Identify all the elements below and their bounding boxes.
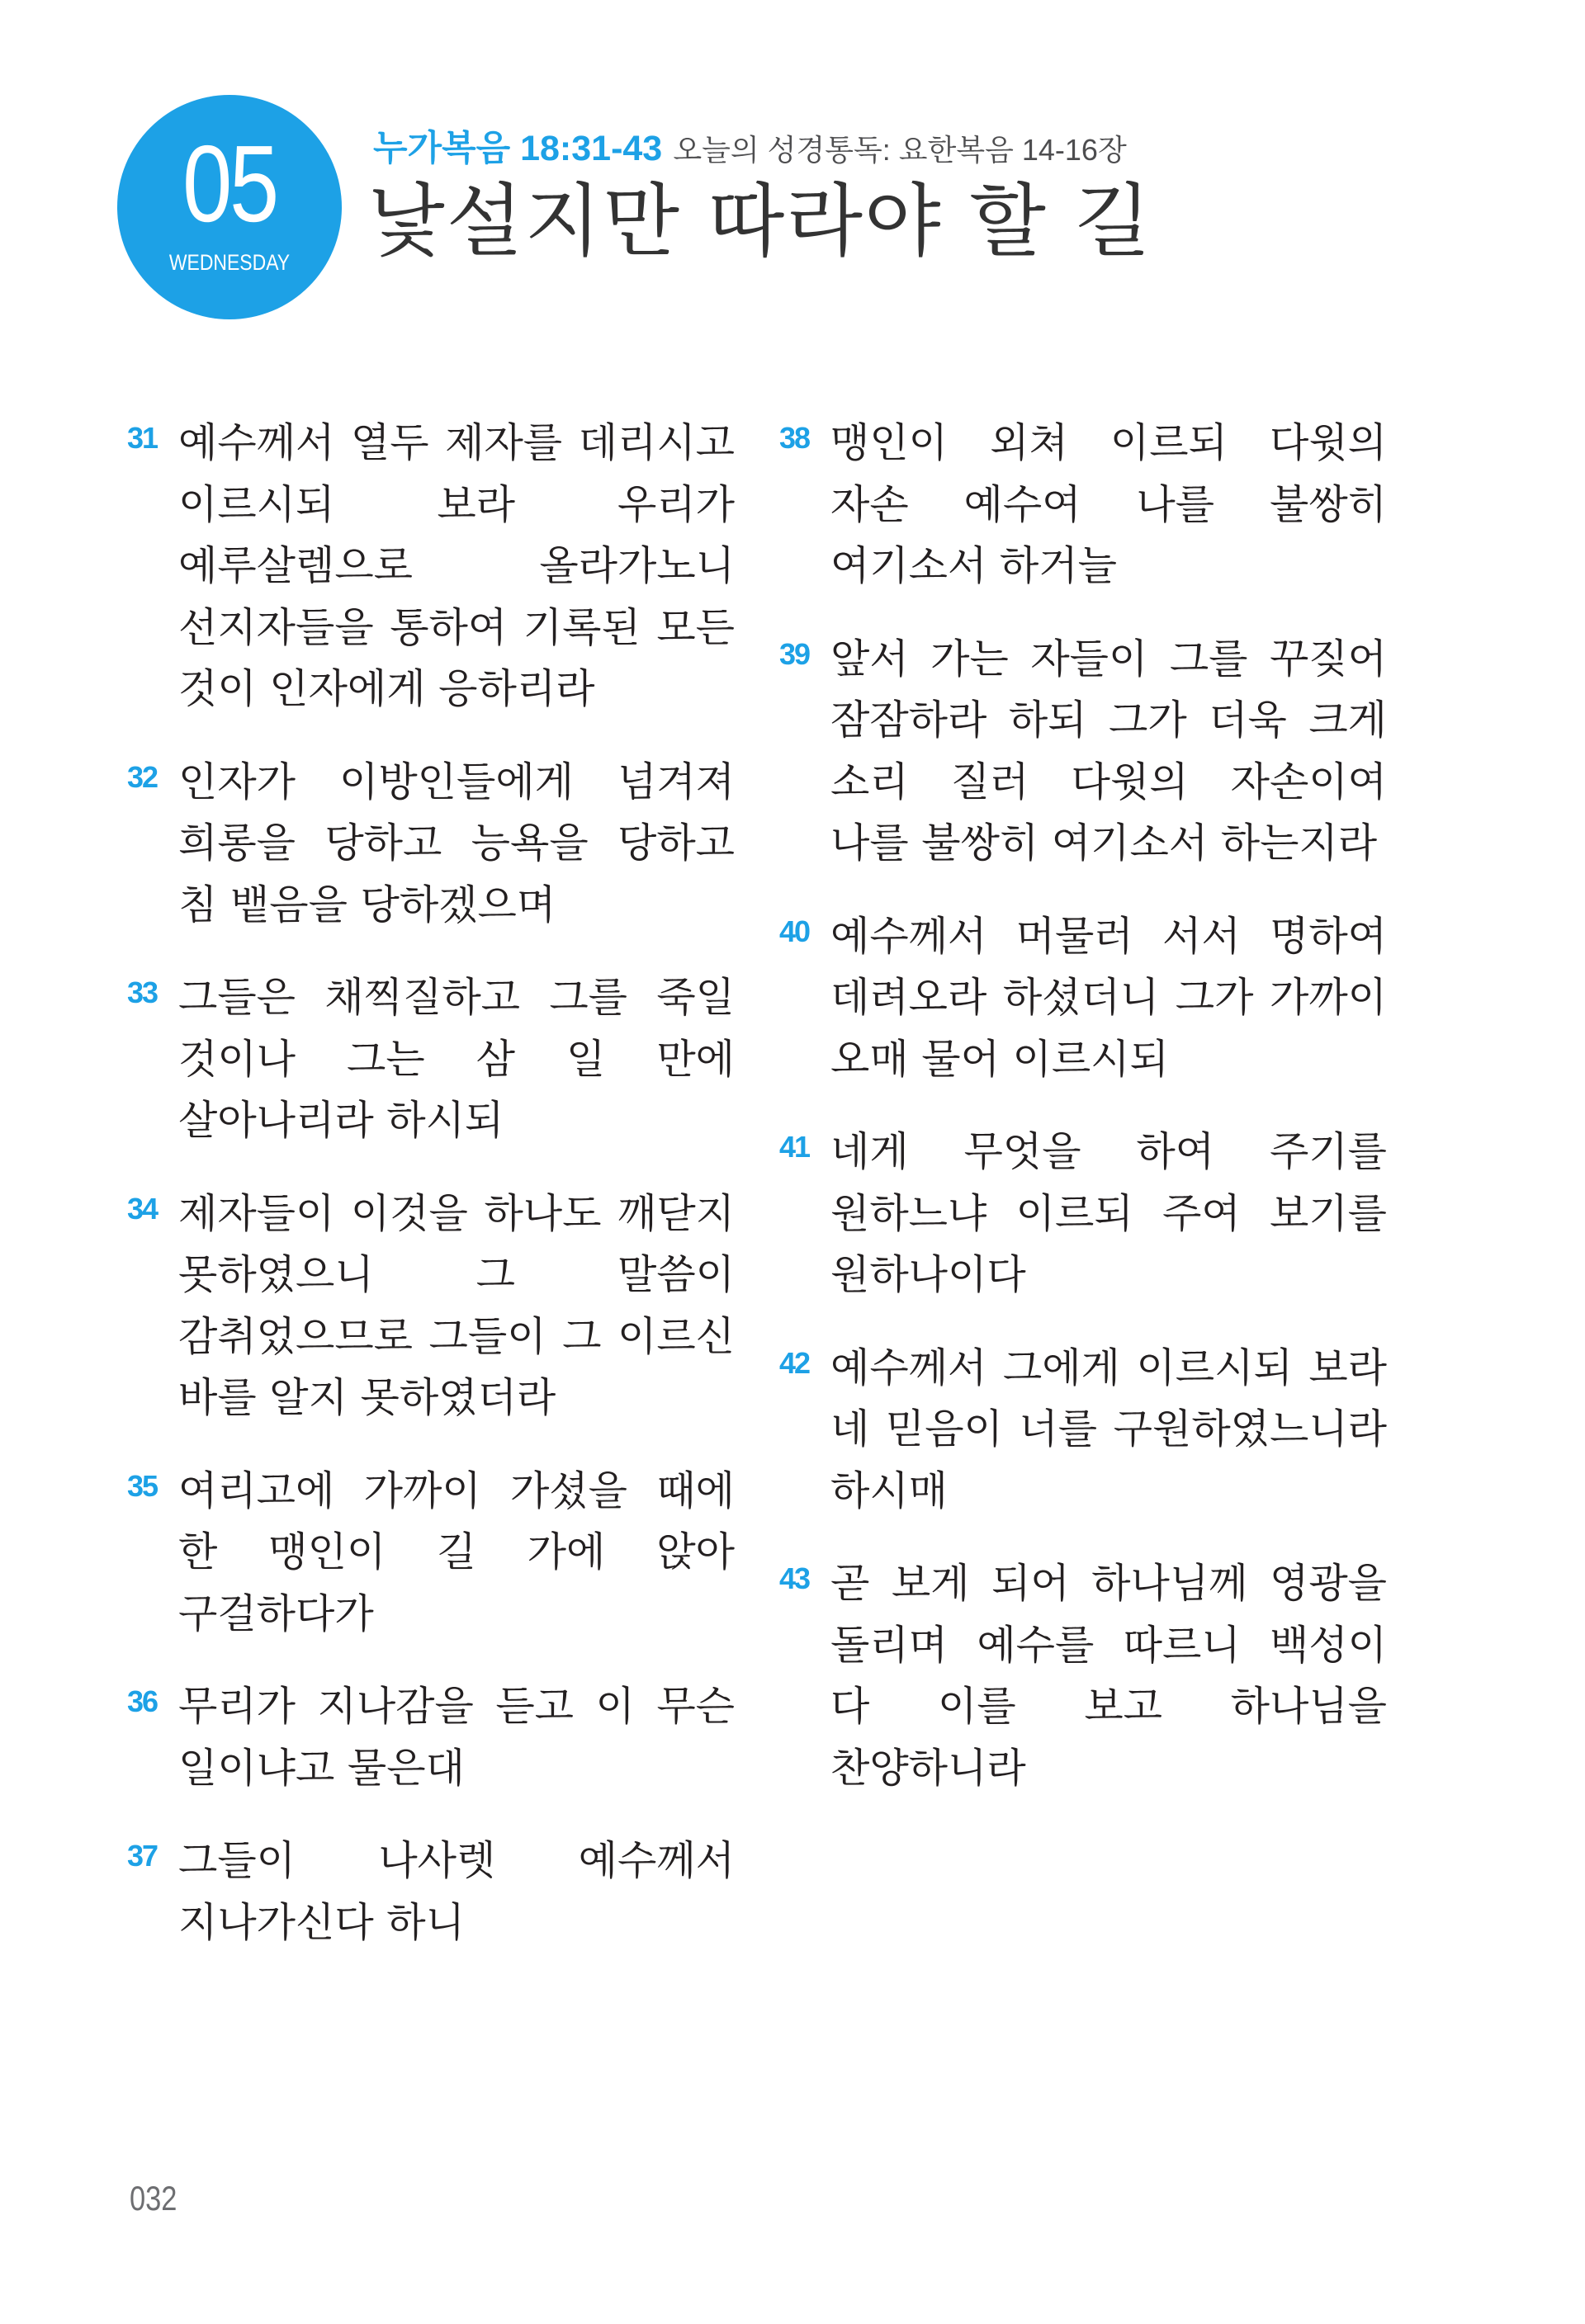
scripture-reference: 누가복음 18:31-43: [373, 129, 663, 168]
verse: [124, 967, 735, 1152]
verse-number: 33: [127, 975, 158, 1009]
verse-text: 예수께서 그에게 이르시되 보라 네 믿음이 너를 구원하였느니라 하시매: [830, 1344, 1387, 1514]
verse-text: 앞서 가는 자들이 그를 꾸짖어 잠잠하라 하되 그가 더욱 크게 소리 질러 다윗의 자손이여 나를 불쌍히 여기소서 하는지라: [830, 635, 1387, 867]
verse: [124, 752, 735, 937]
verses-column-right: [776, 413, 1387, 1830]
verse-text: 제자들이 이것을 하나도 깨닫지 못하였으니 그 말씀이 감취었으므로 그들이 그 이르신 바를 알지 못하였더라: [178, 1189, 735, 1421]
verse-number: 43: [779, 1561, 810, 1595]
day-number: 05: [182, 123, 277, 244]
verse: [776, 906, 1387, 1091]
day-name: WEDNESDAY: [168, 250, 291, 275]
verse: [124, 413, 735, 720]
verse-number: 34: [127, 1191, 158, 1226]
verse-number: 41: [779, 1130, 810, 1164]
verses-column-left: [124, 413, 735, 1985]
verse-number: 35: [127, 1468, 158, 1503]
verse: [124, 1676, 735, 1799]
verse-number: 31: [127, 421, 158, 455]
reference-line: [373, 120, 1127, 171]
verse: [776, 1553, 1387, 1799]
verse-text: 그들은 채찍질하고 그를 죽일 것이나 그는 삼 일 만에 살아나리라 하시되: [178, 974, 735, 1144]
verse: [776, 1122, 1387, 1306]
verse-text: 맹인이 외쳐 이르되 다윗의 자손 예수여 나를 불쌍히 여기소서 하거늘: [830, 419, 1387, 589]
verse: [776, 413, 1387, 598]
verse-text: 예수께서 열두 제자를 데리시고 이르시되 보라 우리가 예루살렘으로 올라가노니 선지자들을 통하여 기록된 모든 것이 인자에게 응하리라: [178, 419, 735, 712]
verse-text: 여리고에 가까이 가셨을 때에 한 맹인이 길 가에 앉아 구걸하다가: [178, 1467, 735, 1637]
verse: [776, 629, 1387, 875]
verse-number: 38: [779, 421, 810, 455]
verse-text: 네게 무엇을 하여 주기를 원하느냐 이르되 주여 보기를 원하나이다: [830, 1128, 1387, 1298]
verse: [124, 1461, 735, 1646]
page-title: 낯설지만 따라야 할 길: [368, 175, 1153, 267]
daily-reading: 오늘의 성경통독: 요한복음 14-16장: [673, 133, 1127, 167]
verse-text: 곧 보게 되어 하나님께 영광을 돌리며 예수를 따르니 백성이 다 이를 보고 하나님을 찬양하니라: [830, 1560, 1387, 1792]
verse-number: 39: [779, 636, 810, 671]
verse-text: 예수께서 머물러 서서 명하여 데려오라 하셨더니 그가 가까이 오매 물어 이르시되: [830, 912, 1387, 1083]
day-badge: [117, 95, 342, 319]
page-number: 032: [130, 2179, 177, 2218]
verse-text: 무리가 지나감을 듣고 이 무슨 일이냐고 물은대: [178, 1683, 735, 1792]
verse-number: 42: [779, 1345, 810, 1380]
verse-text: 그들이 나사렛 예수께서 지나가신다 하니: [178, 1837, 735, 1946]
verse-text: 인자가 이방인들에게 넘겨져 희롱을 당하고 능욕을 당하고 침 뱉음을 당하겠으며: [178, 758, 735, 928]
verse: [124, 1830, 735, 1953]
verse: [776, 1338, 1387, 1523]
verse-number: 40: [779, 914, 810, 948]
verse: [124, 1183, 735, 1429]
verse-number: 36: [127, 1684, 158, 1718]
verse-number: 32: [127, 759, 158, 794]
verse-number: 37: [127, 1839, 158, 1873]
